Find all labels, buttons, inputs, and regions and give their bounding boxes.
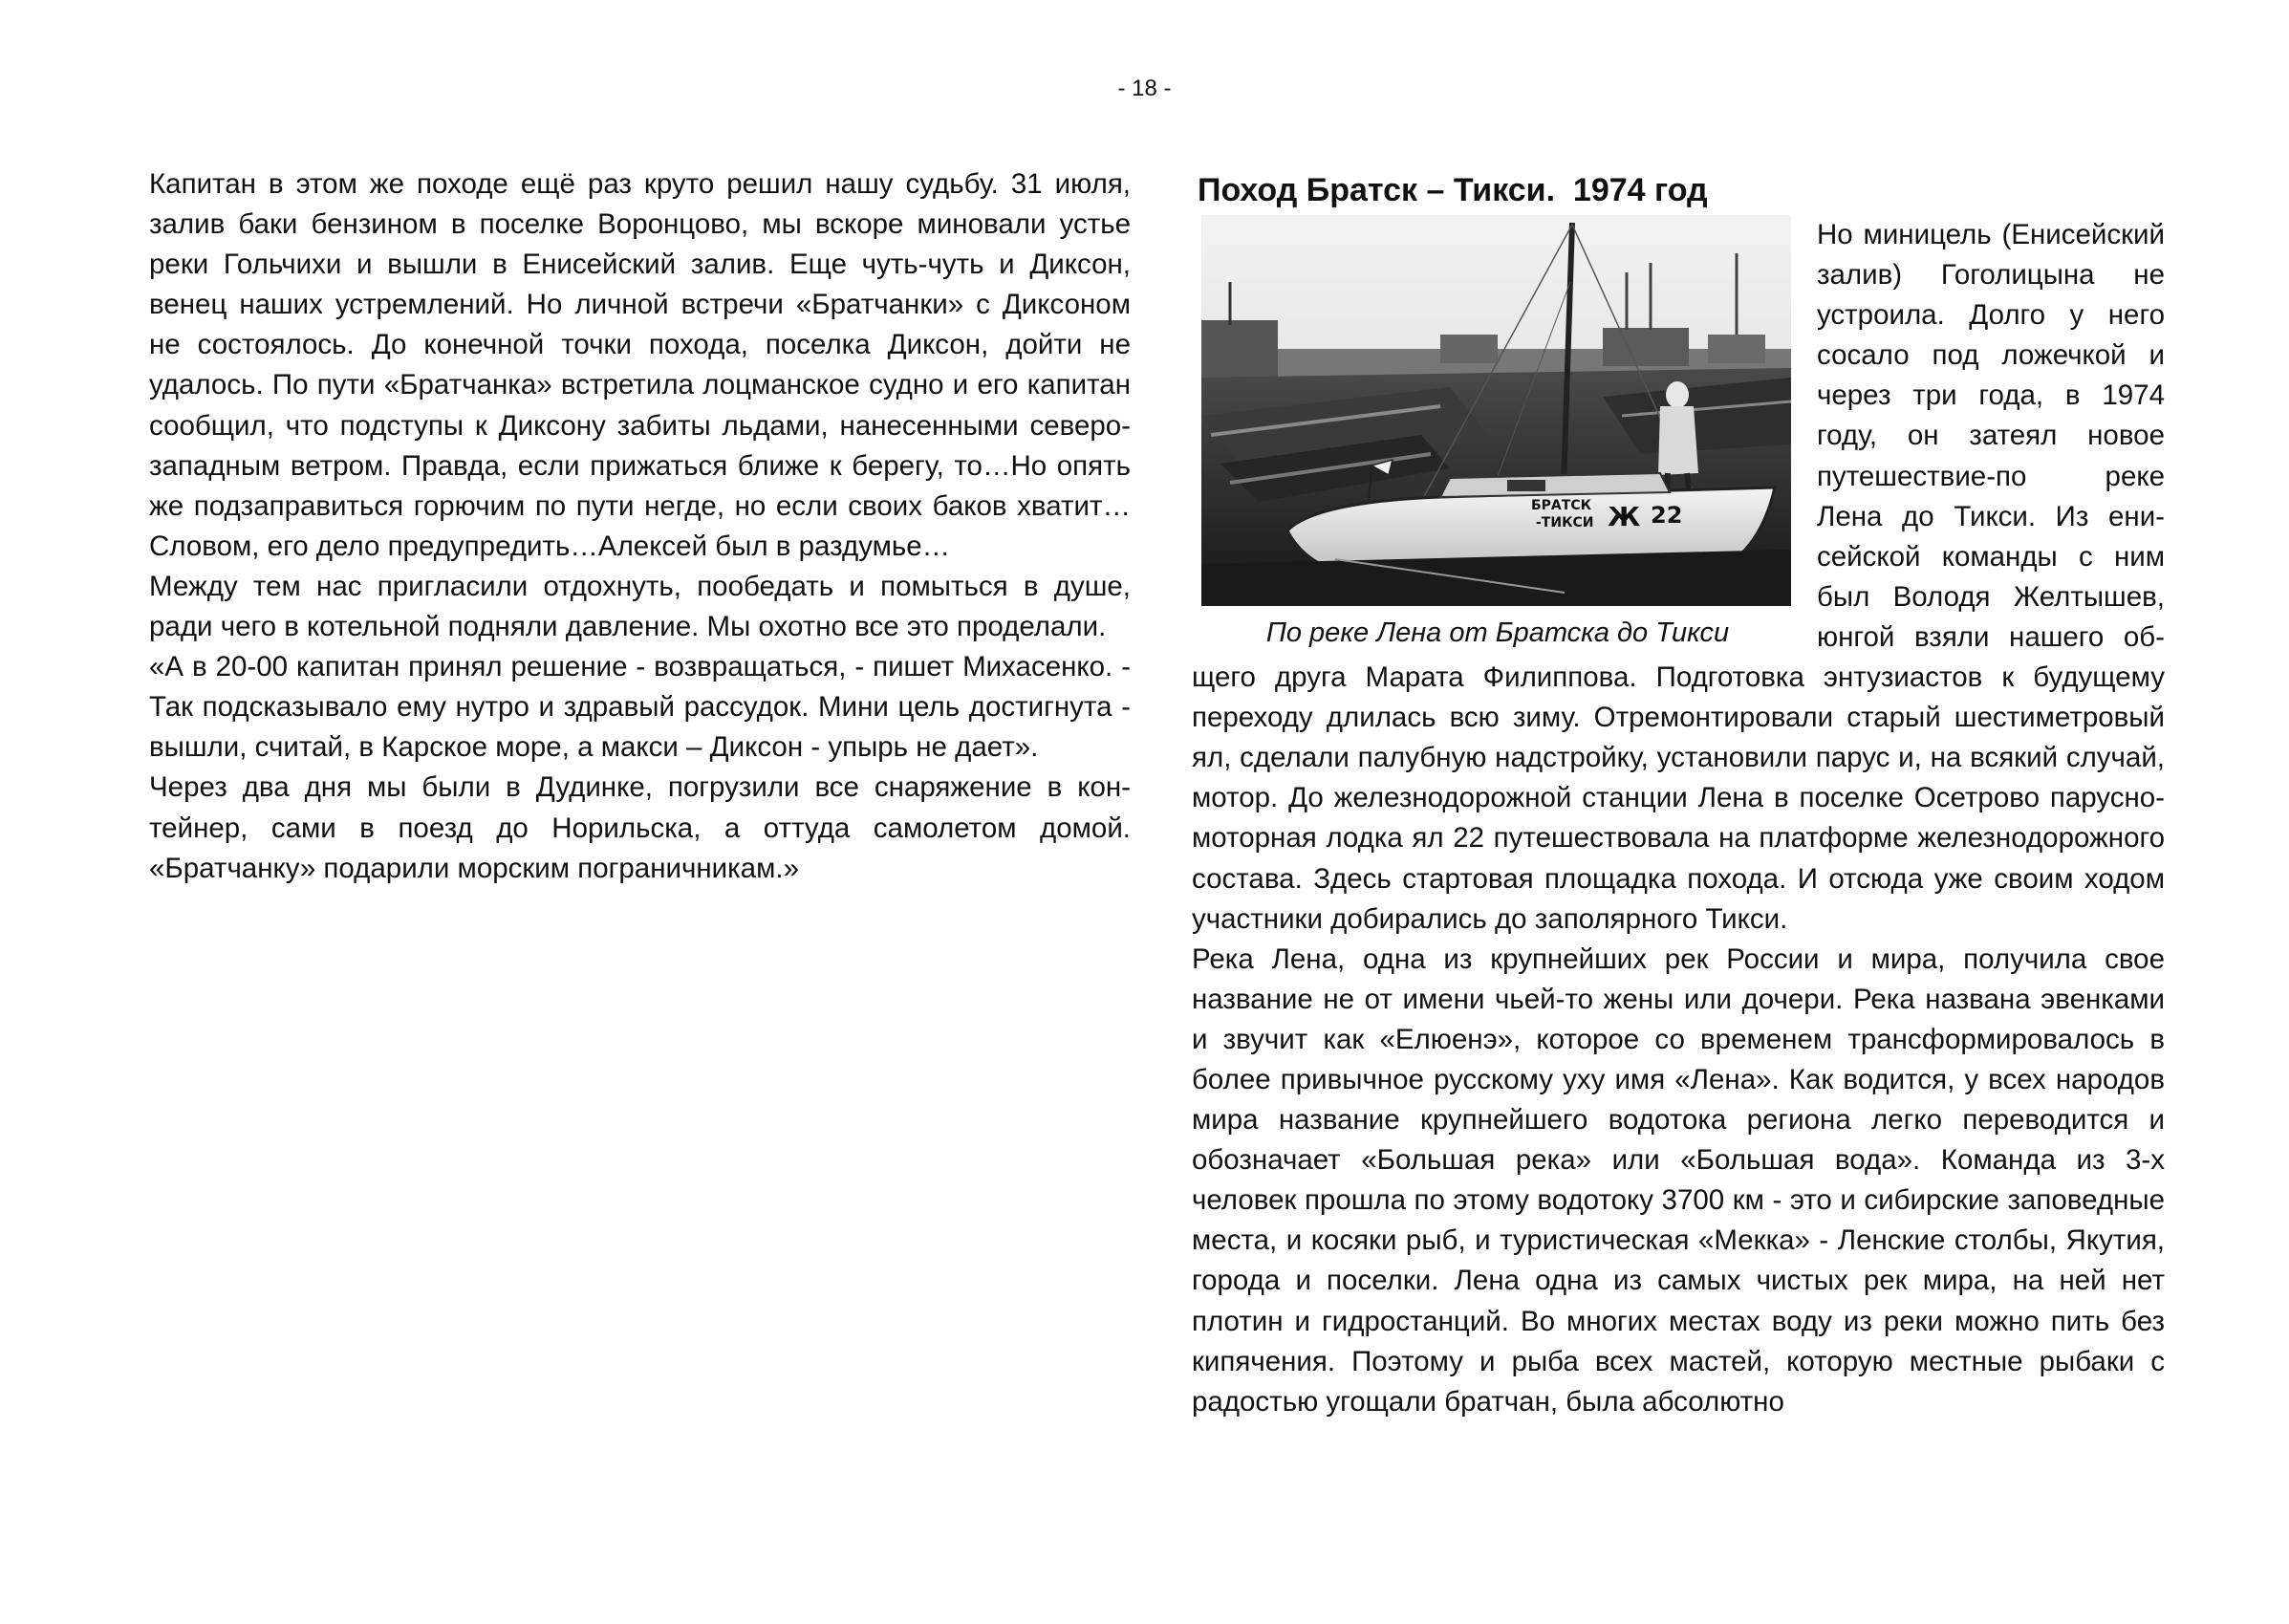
left-column — [149, 164, 1131, 889]
hull-text-2: -ТИКСИ — [1536, 515, 1594, 531]
left-paragraph-2: Между тем нас пригласили отдохнуть, пообедать и помыться в душе, ради чего в котельной подняли давление. Мы охотно все это проделали. — [149, 570, 1131, 643]
sailboat-photo — [1201, 215, 1791, 606]
hull-number: 22 — [1651, 502, 1683, 529]
page-number: - 18 - — [1117, 76, 1172, 101]
hull-emblem: Ж — [1608, 501, 1641, 532]
right-paragraph-2: Река Лена, одна из крупнейших рек России и мира, получила свое название не от имени чьей-то жены или дочери. Река названа эвенками и звучит как «Елюенэ», которое со временем трансформировалось в более привычное русскому уху имя «Лена». Как водится, у всех народов мира название крупнейшего водотока региона легко переводится и обозначает «Большая река» или «Большая вода». Команда из 3-х человек прошла по этому водотоку 3700 км - это и сибирские заповедные места, и косяки рыб, и туристическая «Мекка» - Ленские столбы, Якутия, города и поселки. Лена одна из самых чистых рек мира, на ней нет плотин и гидростанций. Во многих местах воду из реки можно пить без кипячения. Поэтому и рыба всех мастей, которую местные рыбаки с радостью угощали братчан, была абсолютно — [1192, 942, 2165, 1418]
right-column — [1192, 164, 2165, 1422]
right-paragraph-1: Но миницель (Енисейский залив) Гоголицына не устроила. Долго у него сосало под ложечкой и через три года, в 1974 году, он затеял новое путешествие-по реке Лена до Тикси. Из енисейской команды с ним был Володя Желтышев, юнгой взяли нашего общего друга Марата Филиппова. Подготовка энтузиастов к будущему переходу длилась всю зиму. Отремонтировали старый шестиметровый ял, сделали палубную надстройку, установили парус и, на всякий случай, мотор. До железнодорожной станции Лена в поселке Осетрово парусно-моторная лодка ял 22 путешествовала на платформе железнодорожного состава. Здесь стартовая площадка похода. И отсюда уже своим ходом участники добирались до заполярного Тикси. — [1192, 219, 2165, 935]
hull-text-1: БРАТСК — [1531, 498, 1592, 513]
photo-figure — [1192, 215, 1794, 652]
photo-caption: По реке Лена от Братска до Тикси — [1265, 617, 1730, 648]
left-paragraph-3: «А в 20-00 капитан принял решение - возвращаться, - пишет Михасенко. - Так подсказывало ему нутро и здравый рассудок. Мини цель достигнута - вышли, считай, в Карское море, а макси – Диксон - упырь не дает». — [149, 651, 1131, 764]
left-paragraph-1: Капитан в этом же походе ещё раз круто решил нашу судьбу. 31 июля, залив баки бензином в поселке Воронцово, мы вскоре миновали устье реки Гольчихи и вышли в Енисейский залив. Еще чуть-чуть и Диксон, венец наших устремлений. Но личной встречи «Братчанки» с Диксоном не состоялось. До конечной точки похода, поселка Диксон, дойти не удалось. По пути «Братчанка» встретила лоцманское судно и его капитан сообщил, что подступы к Диксону забиты льдами, нанесенными северо-западным ветром. Правда, если прижаться ближе к берегу, то…Но опять же подзаправиться горючим по пути негде, но если своих баков хватит… Словом, его дело предупредить…Алексей был в раздумье… — [149, 168, 1131, 562]
section-heading: Поход Братск – Тикси. 1974 год — [1198, 172, 1708, 208]
left-paragraph-4: Через два дня мы были в Дудинке, погрузили все снаряжение в контейнер, сами в поезд до Норильска, а оттуда самолетом домой. «Братчанку» подарили морским пограничникам.» — [149, 771, 1131, 884]
